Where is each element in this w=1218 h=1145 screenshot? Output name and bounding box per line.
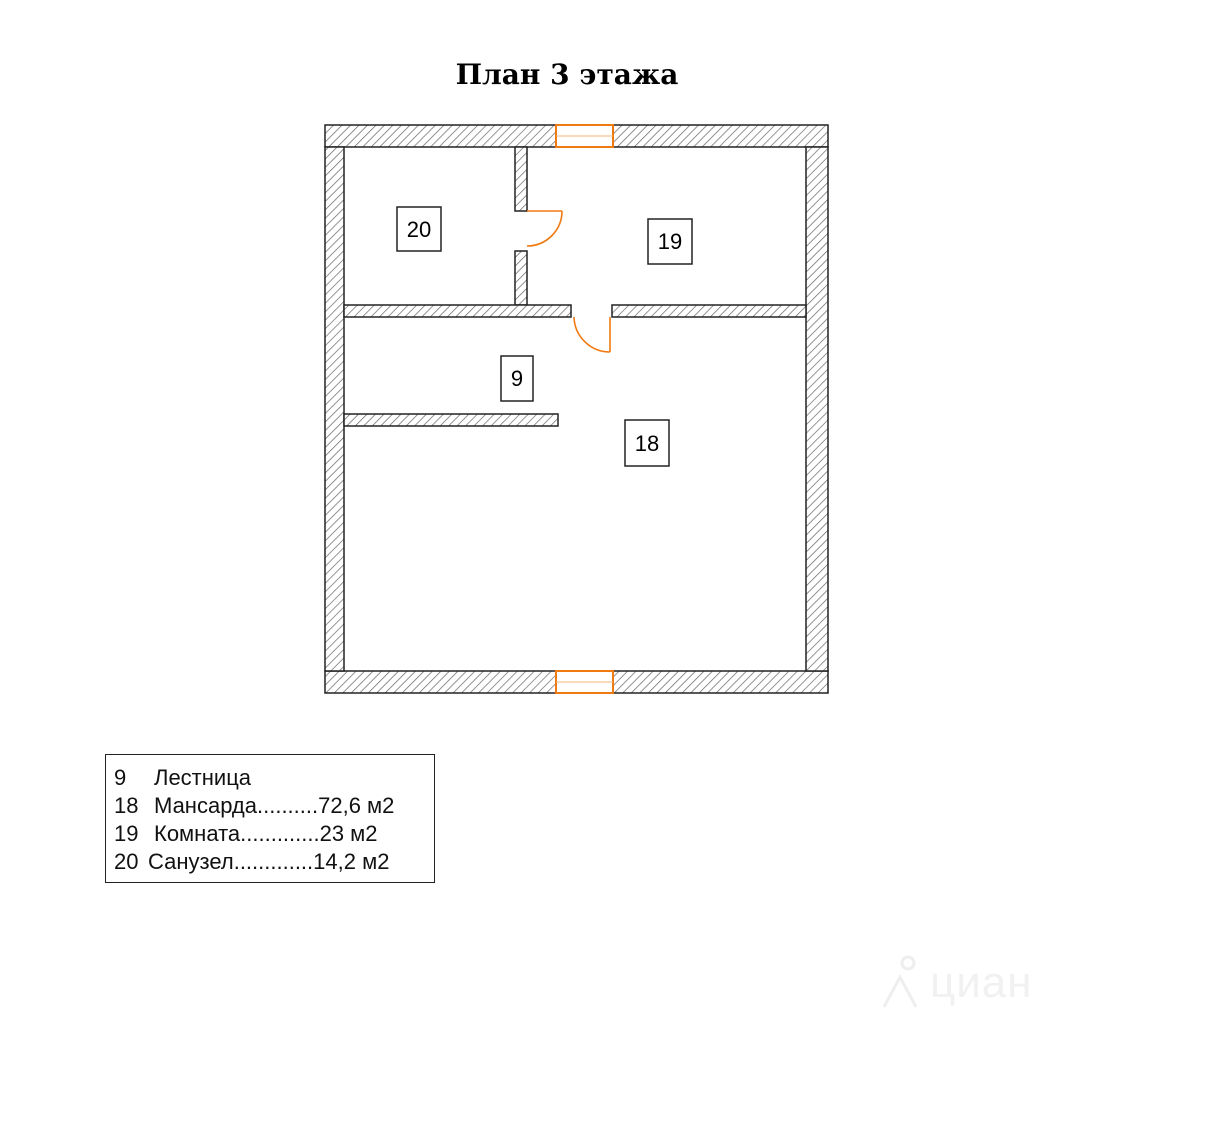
legend-row: [106, 820, 434, 848]
svg-text:20: 20: [406, 217, 432, 242]
legend-number: 20: [114, 849, 139, 874]
legend-number: 18: [114, 793, 139, 818]
watermark-text: циан: [930, 958, 1033, 1007]
door-20-19: [527, 211, 562, 246]
watermark-logo-icon: [880, 955, 920, 1015]
svg-text:19: 19: [657, 229, 683, 254]
room-20-label: [397, 207, 441, 251]
room-legend: [105, 754, 435, 883]
legend-text: Санузел.............14,2 м2: [148, 849, 390, 874]
room-labels: [397, 207, 692, 466]
plan-title: План 3 этажа: [455, 58, 679, 91]
room-18-label: [625, 420, 669, 466]
legend-text: Комната.............23 м2: [154, 821, 378, 846]
doors: [527, 211, 610, 352]
legend-text: Лестница: [154, 765, 252, 790]
legend-text: Мансарда..........72,6 м2: [154, 793, 395, 818]
legend-row: [106, 848, 434, 876]
svg-text:18: 18: [634, 431, 660, 456]
room-9-label: [501, 356, 533, 401]
inner-walls: [344, 147, 806, 426]
room-19-label: [648, 219, 692, 264]
legend-number: 19: [114, 821, 139, 846]
legend-row: [106, 792, 434, 820]
legend-row: [106, 764, 434, 792]
windows: [556, 125, 613, 693]
door-19-18: [574, 317, 610, 352]
legend-number: 9: [114, 765, 127, 790]
svg-text:9: 9: [510, 366, 524, 391]
